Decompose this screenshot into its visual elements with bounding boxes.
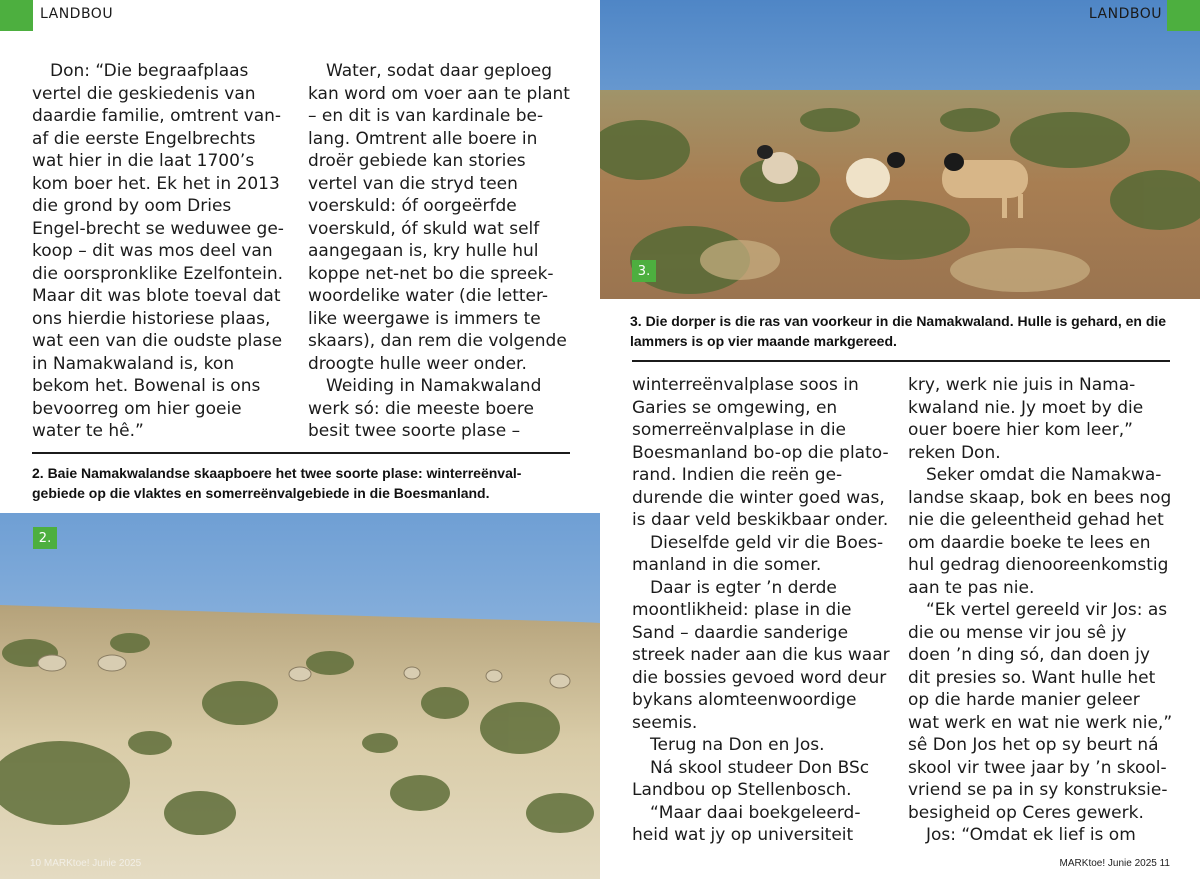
dorper-sheep-photo — [600, 0, 1200, 299]
section-label: LANDBOU — [1088, 6, 1162, 22]
paragraph: Don: “Die begraafplaas vertel die geskiedenis van daardie familie, omtrent van-af die eerste Engelbrechts wat hier in die laat 1700’s kom boer het. Ek het in 2013 die grond by oom Dries Engel-brecht se weduwee ge-koop – dit was mos deel van die oorspronklike Ezelfontein. Maar dit was blote toeval dat ons hierdie historiese plaas, wat een van die oudste plase in Namakwaland is, kon bekom het. Bowenal is ons bevoorreg om hier goeie water te hê.” — [32, 61, 284, 441]
photo-caption-2: 2. Baie Namakwalandse skaapboere het twee soorte plase: winterreënval-gebiede op die vlaktes en somerreënvalgebiede in die Boesmanland. — [32, 465, 522, 501]
paragraph: Daar is egter ’n derde moontlikheid: plase in die Sand – daardie sanderige streek nader aan die kus waar die bossies gevoed word deur bykans alomteenwoordige seemis. — [632, 577, 890, 733]
paragraph: winterreënvalplase soos in Garies se omgewing, en somerreënvalplase in die Boesmanland bo-op die plato-rand. Indien die reën ge-durende die winter goed was, is daar veld beskikbaar onder. — [632, 375, 889, 530]
article-column-2 — [308, 60, 570, 443]
article-column-3 — [632, 374, 894, 847]
section-label: LANDBOU — [40, 6, 114, 22]
photo-number-badge: 3. — [632, 260, 656, 282]
page-folio: 10 MARKtoe! Junie 2025 — [30, 858, 142, 869]
paragraph: Water, sodat daar geploeg kan word om voer aan te plant – en dit is van kardinale be-lang. Omtrent alle boere in droër gebiede kan stories vertel van die stryd teen voerskuld: óf oorgeërfde voerskuld, óf skuld wat self aangegaan is, kry hulle hul koppe net-net bo die spreek-woordelike water (die letter-like weergawe is immers te skaars), dan rem die volgende droogte hulle weer onder. — [308, 61, 570, 374]
caption-rule — [32, 452, 570, 454]
paragraph: Seker omdat die Namakwa-landse skaap, bok en bees nog nie die geleentheid gehad het om daardie boeke te lees en hul gedrag dienooreenkomstig aan te pas nie. — [908, 465, 1172, 598]
paragraph: Weiding in Namakwaland werk só: die meeste boere besit twee soorte plase – — [308, 376, 542, 441]
paragraph: Jos: “Omdat ek lief is om — [926, 825, 1136, 845]
paragraph: Terug na Don en Jos. — [650, 735, 825, 755]
page-folio: MARKtoe! Junie 2025 11 — [1059, 858, 1170, 869]
photo-number-badge: 2. — [33, 527, 57, 549]
photo-caption-3: 3. Die dorper is die ras van voorkeur in die Namakwaland. Hulle is gehard, en die lammers is op vier maande markgereed. — [630, 313, 1167, 349]
section-tag — [1167, 0, 1200, 31]
paragraph: “Ek vertel gereeld vir Jos: as die ou mense vir jou sê jy doen ’n ding só, dan doen jy dit presies so. Want hulle het op die harde manier geleer wat werk en wat nie werk nie,” sê Don Jos het op sy beurt ná skool vir twee jaar by ’n skool-vriend se pa in sy konstruksie-besigheid op Ceres gewerk. — [908, 600, 1173, 823]
paragraph: Ná skool studeer Don BSc Landbou op Stellenbosch. — [632, 757, 870, 800]
article-column-1 — [32, 60, 290, 443]
right-page — [600, 0, 1200, 879]
paragraph: Dieselfde geld vir die Boes-manland in die somer. — [632, 532, 884, 575]
caption-rule — [632, 360, 1170, 362]
paragraph: kry, werk nie juis in Nama-kwaland nie. Jy moet by die ouer boere hier kom leer,” reken Don. — [908, 375, 1144, 463]
article-column-4 — [908, 374, 1174, 847]
section-tag — [0, 0, 33, 31]
veld-with-sheep-photo — [0, 513, 600, 879]
paragraph: “Maar daai boekgeleerd-heid wat jy op universiteit — [632, 802, 861, 845]
